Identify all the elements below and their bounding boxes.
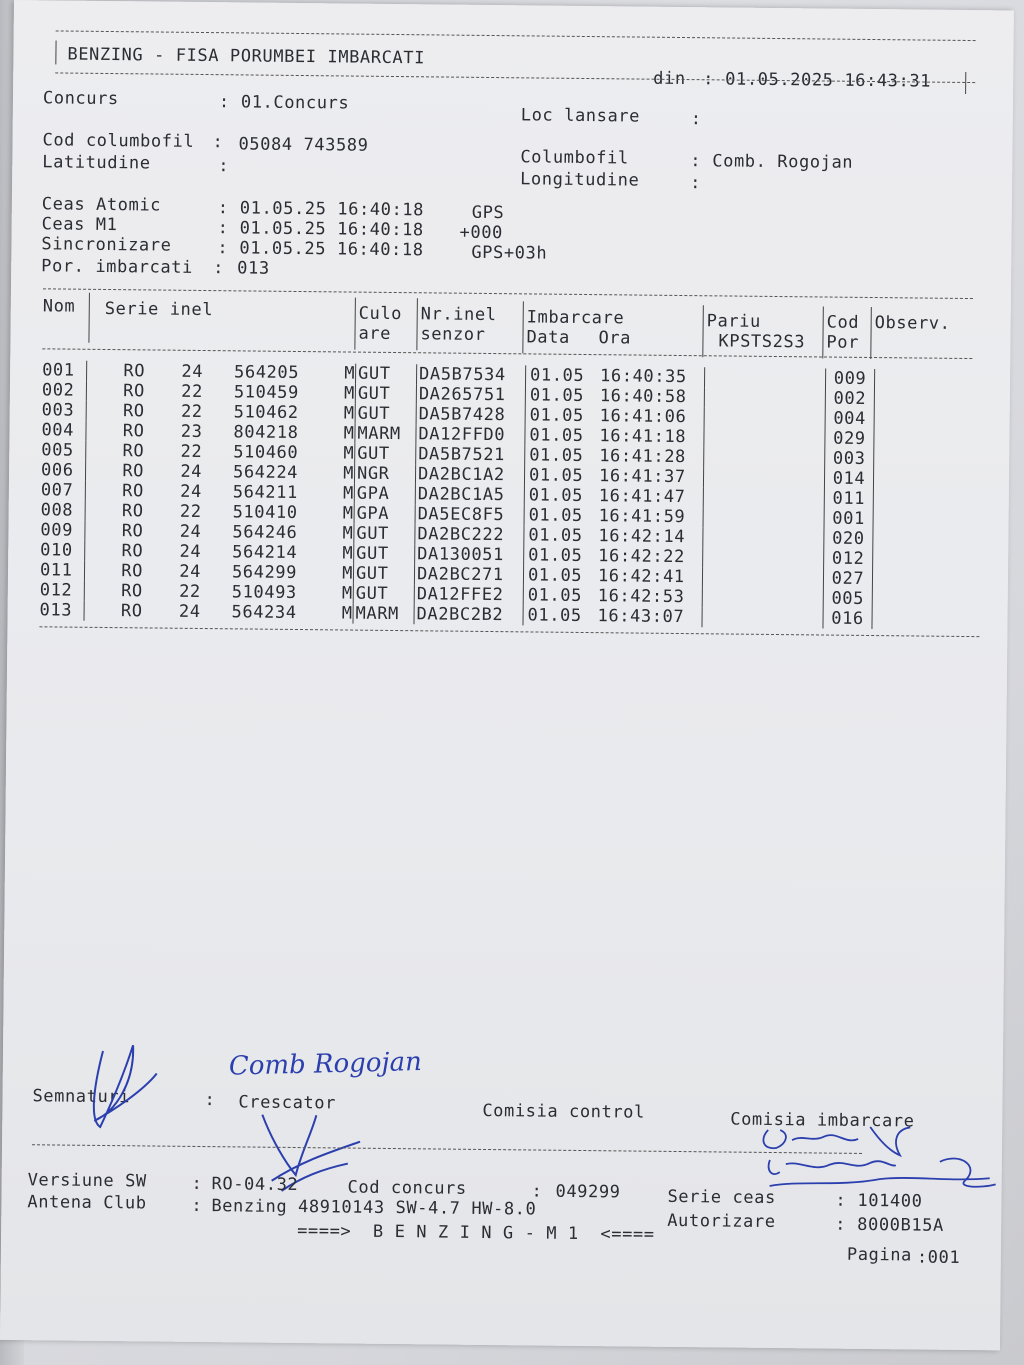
cell-year: 23	[180, 421, 203, 442]
cell-pariu	[703, 507, 824, 528]
cell-color: GPA	[354, 504, 415, 525]
cell-year: 24	[180, 481, 202, 502]
benzing-banner: ====> B E N Z I N G - M 1 <====	[297, 1221, 655, 1245]
concurs-label: Concurs	[42, 88, 119, 110]
por-imbarcati-label: Por. imbarcati	[41, 256, 194, 278]
semnaturi-signature	[72, 1031, 173, 1142]
cell-sensor-ring: DA12FFD0	[416, 424, 525, 445]
cell-pariu	[704, 407, 825, 428]
cell-ring-number: 564214	[232, 542, 298, 563]
autorizare-value: 8000B15A	[857, 1214, 945, 1236]
cell-date: 01.05	[528, 465, 584, 486]
cell-sex: M	[299, 403, 356, 424]
cell-sex: M	[298, 423, 355, 444]
date-separator: :	[703, 69, 715, 90]
columbofil-label: Columbofil	[520, 147, 629, 169]
loc-lansare-label: Loc lansare	[520, 105, 641, 127]
cell-time: 16:41:37	[599, 466, 704, 487]
cell-color: GPA	[354, 484, 415, 505]
cell-country: RO	[123, 361, 146, 382]
cell-cod-por: 020	[824, 529, 873, 550]
sincronizare-value: 01.05.25 16:40:18	[239, 238, 424, 261]
cell-nom: 009	[40, 520, 85, 540]
cell-sex: M	[297, 563, 354, 584]
header-divider	[354, 298, 356, 350]
cell-sensor-ring: DA5B7521	[416, 444, 525, 465]
por-imbarcati-value: 013	[237, 258, 270, 279]
footer-top-rule	[32, 1144, 862, 1154]
cell-country: RO	[121, 581, 143, 602]
cell-pariu	[704, 367, 825, 388]
cell-date: 01.05	[529, 365, 585, 386]
cod-columbofil-value: 05084 743589	[238, 134, 369, 156]
crescator-handwriting: Comb Rogojan	[228, 1046, 423, 1082]
cell-date: 01.05	[529, 385, 585, 406]
ceas-atomic-value: 01.05.25 16:40:18	[239, 198, 425, 221]
concurs-colon: :	[218, 92, 230, 113]
antena-value: Benzing 48910143 SW-4.7 HW-8.0	[211, 1196, 537, 1220]
table-header-top-rule	[43, 288, 973, 299]
cell-ring-number: 804218	[233, 422, 299, 444]
cell-sex: M	[297, 543, 354, 564]
versiune-label: Versiune SW	[27, 1170, 147, 1192]
cell-sex: M	[298, 463, 355, 484]
cell-ring-number: 564299	[231, 562, 298, 583]
col-header-pariu: Pariu	[706, 311, 761, 332]
cell-pariu	[703, 527, 824, 548]
cell-nom: 011	[40, 560, 85, 580]
cell-sensor-ring: DA2BC2B2	[414, 604, 523, 625]
cell-nom: 002	[42, 380, 87, 400]
cod-columbofil-label: Cod columbofil	[42, 130, 195, 152]
embarked-pigeons-table	[40, 360, 876, 629]
cell-cod-por: 029	[825, 429, 874, 450]
cell-nom: 013	[40, 600, 85, 620]
antena-label: Antena Club	[27, 1192, 147, 1214]
date-label: din	[653, 68, 686, 90]
serie-ceas-label: Serie ceas	[667, 1186, 776, 1209]
cell-sex: M	[297, 523, 354, 544]
cell-cod-por: 012	[824, 549, 873, 570]
cell-pariu	[702, 607, 823, 628]
cell-pariu	[704, 387, 825, 408]
cell-date: 01.05	[529, 425, 584, 446]
serie-ceas-colon: :	[835, 1190, 847, 1211]
cell-country: RO	[123, 381, 146, 402]
cell-date: 01.05	[529, 405, 584, 426]
cell-year: 22	[180, 401, 203, 422]
concurs-value: 01.Concurs	[240, 92, 350, 114]
cell-nom: 005	[41, 440, 86, 460]
cell-year: 24	[179, 541, 202, 562]
pagina-label: Pagina	[846, 1244, 913, 1266]
cell-ring-number: 510410	[232, 502, 298, 523]
cell-time: 16:40:58	[600, 386, 705, 407]
cell-ring-number: 564211	[232, 482, 298, 503]
cell-ring-number: 564234	[231, 602, 297, 623]
latitudine-colon: :	[218, 156, 230, 177]
cell-date: 01.05	[528, 485, 584, 506]
ceas-atomic-colon: :	[217, 198, 229, 219]
cell-cod-por: 002	[825, 389, 874, 410]
header-divider	[870, 307, 872, 359]
header-divider	[88, 293, 90, 343]
cell-time: 16:41:06	[600, 406, 705, 427]
cell-time: 16:40:35	[600, 366, 705, 387]
cell-ring-number: 510460	[233, 442, 299, 464]
latitudine-label: Latitudine	[42, 152, 151, 174]
cod-concurs-label: Cod concurs	[347, 1177, 467, 1199]
cell-nom: 003	[42, 400, 87, 420]
cell-sensor-ring: DA12FFE2	[414, 584, 523, 605]
cell-pariu	[703, 467, 824, 488]
cell-cod-por: 003	[825, 449, 874, 470]
cell-nom: 001	[42, 360, 87, 380]
table-body	[40, 360, 875, 629]
semnaturi-colon: :	[204, 1090, 216, 1111]
cell-year: 24	[178, 601, 201, 622]
cell-pariu	[704, 427, 825, 448]
cell-sex: M	[298, 443, 355, 464]
col-header-serie-inel: Serie inel	[104, 298, 214, 321]
cell-sensor-ring: DA5EC8F5	[415, 504, 524, 525]
cell-nom: 010	[40, 540, 85, 560]
print-date: 01.05.2025 16:43:31	[725, 69, 932, 92]
cell-time: 16:42:14	[598, 526, 703, 547]
cell-sensor-ring: DA5B7428	[416, 404, 525, 425]
document-title: BENZING - FISA PORUMBEI IMBARCATI	[67, 44, 426, 69]
cell-color: GUT	[353, 584, 414, 605]
cell-country: RO	[122, 421, 145, 442]
pagina-value: :001	[916, 1247, 961, 1268]
ceas-m1-colon: :	[217, 218, 229, 239]
header-left-border	[55, 40, 56, 64]
comisia-imbarcare-signatures	[749, 1120, 1000, 1203]
cell-sensor-ring: DA5B7534	[416, 364, 525, 385]
cell-sensor-ring: DA2BC1A2	[415, 464, 524, 485]
cell-year: 24	[180, 461, 203, 482]
comisia-control-label: Comisia control	[482, 1100, 646, 1123]
header-top-rule	[56, 30, 976, 41]
ceas-m1-value: 01.05.25 16:40:18	[239, 218, 424, 241]
comisia-imbarcare-label: Comisia imbarcare	[730, 1109, 915, 1132]
ceas-atomic-label: Ceas Atomic	[41, 194, 162, 216]
cell-ring-number: 510462	[233, 402, 299, 424]
header-divider	[522, 301, 524, 353]
cell-sex: M	[296, 603, 353, 624]
cell-date: 01.05	[527, 605, 582, 626]
cell-country: RO	[121, 541, 144, 562]
cell-year: 24	[179, 521, 202, 542]
cell-time: 16:41:28	[599, 446, 704, 467]
cell-cod-por: 016	[823, 609, 872, 630]
cell-date: 01.05	[528, 545, 583, 566]
cell-ring-number: 564246	[232, 522, 298, 543]
col-header-pariu-sub: KPSTS2S3	[718, 331, 806, 353]
cell-nom: 012	[40, 580, 85, 600]
por-imbarcati-colon: :	[213, 258, 225, 279]
cell-cod-por: 009	[825, 369, 874, 390]
longitudine-label: Longitudine	[520, 169, 640, 191]
cell-country: RO	[120, 601, 143, 622]
cell-color: MARM	[353, 604, 414, 625]
cell-country: RO	[121, 521, 144, 542]
sincronizare-colon: :	[217, 238, 229, 259]
cell-pariu	[703, 547, 824, 568]
cell-year: 22	[180, 441, 203, 462]
serie-ceas-value: 101400	[857, 1190, 923, 1212]
cell-color: GUT	[353, 564, 414, 585]
cell-color: NGR	[354, 464, 415, 485]
cell-date: 01.05	[528, 525, 583, 546]
cell-pariu	[702, 567, 823, 588]
col-header-data: Data	[526, 327, 570, 348]
col-header-ora: Ora	[598, 328, 632, 349]
cell-time: 16:41:59	[599, 506, 704, 527]
cell-color: GUT	[354, 524, 415, 545]
cell-nom: 006	[41, 460, 86, 480]
versiune-colon: :	[191, 1173, 203, 1195]
crescator-label: Crescator	[238, 1092, 337, 1114]
cell-color: GUT	[355, 444, 416, 465]
cell-country: RO	[121, 501, 144, 522]
cell-time: 16:41:18	[599, 426, 704, 447]
ceas-m1-label: Ceas M1	[41, 214, 118, 236]
cell-sensor-ring: DA130051	[415, 544, 524, 565]
cod-concurs-colon: :	[531, 1181, 543, 1202]
cell-ring-number: 564224	[232, 462, 299, 484]
cell-year: 22	[179, 581, 201, 602]
col-header-observ: Observ.	[874, 313, 951, 334]
cell-country: RO	[121, 561, 144, 582]
loc-lansare-colon: :	[690, 109, 702, 130]
cell-date: 01.05	[527, 565, 583, 586]
cell-cod-por: 001	[824, 509, 873, 530]
cod-concurs-value: 049299	[555, 1181, 621, 1203]
cell-color: GUT	[355, 404, 416, 425]
autorizare-label: Autorizare	[667, 1210, 776, 1233]
cell-sex: M	[299, 383, 356, 404]
cell-sex: M	[298, 483, 355, 504]
cell-cod-por: 014	[824, 469, 873, 490]
header-divider	[416, 298, 418, 350]
cell-date: 01.05	[528, 505, 583, 526]
cell-country: RO	[122, 481, 144, 502]
cell-nom: 004	[41, 420, 86, 440]
cell-date: 01.05	[527, 585, 583, 606]
ceas-atomic-suffix: GPS	[471, 202, 505, 224]
cell-ring-number: 510459	[233, 382, 300, 404]
sincronizare-suffix: GPS+03h	[471, 242, 548, 264]
cell-time: 16:43:07	[597, 606, 702, 627]
cell-year: 22	[179, 501, 202, 522]
cell-cod-por: 004	[825, 409, 874, 430]
cell-ring-number: 510493	[231, 582, 297, 603]
cell-cod-por: 005	[823, 589, 872, 610]
cell-sensor-ring: DA2BC271	[414, 564, 523, 585]
cell-color: GUT	[355, 384, 416, 405]
cell-pariu	[704, 447, 825, 468]
cell-time: 16:42:53	[598, 586, 703, 607]
cell-cod-por: 027	[823, 569, 872, 590]
header-divider	[702, 305, 704, 357]
cell-cod-por: 011	[824, 489, 873, 510]
cell-color: MARM	[355, 424, 416, 445]
cell-sex: M	[298, 503, 355, 524]
cell-sensor-ring: DA2BC222	[415, 524, 524, 545]
cell-sensor-ring: DA265751	[416, 384, 525, 405]
cell-pariu	[702, 587, 823, 608]
cell-country: RO	[122, 401, 145, 422]
columbofil-colon: :	[690, 151, 702, 172]
header-divider	[822, 306, 824, 358]
cell-sensor-ring: DA2BC1A5	[415, 484, 524, 505]
antena-colon: :	[191, 1195, 203, 1217]
versiune-value: RO-04.32	[211, 1174, 299, 1196]
cell-ring-number: 564205	[233, 362, 300, 384]
cell-country: RO	[122, 461, 145, 482]
cell-sex: M	[299, 363, 356, 384]
cell-sex: M	[297, 583, 354, 604]
col-header-senzor: senzor	[420, 324, 486, 345]
col-header-cod: Cod	[826, 312, 860, 333]
autorizare-colon: :	[835, 1214, 847, 1235]
sincronizare-label: Sincronizare	[41, 234, 172, 256]
col-header-imbarcare: Imbarcare	[526, 307, 625, 329]
cell-pariu	[703, 487, 824, 508]
columbofil-value: Comb. Rogojan	[712, 151, 854, 173]
cell-time: 16:41:47	[599, 486, 704, 507]
semnaturi-label: Semnaturi	[32, 1086, 131, 1108]
col-header-por: Por	[826, 332, 860, 353]
cell-year: 24	[179, 561, 202, 582]
cell-nom: 007	[41, 480, 86, 500]
col-header-nom: Nom	[42, 296, 76, 317]
cell-year: 22	[181, 381, 204, 402]
cell-color: GUT	[356, 364, 417, 385]
cell-nom: 008	[41, 500, 86, 520]
cell-time: 16:42:22	[598, 546, 703, 567]
cod-columbofil-colon: :	[212, 132, 224, 153]
cell-year: 24	[181, 361, 204, 383]
cell-color: GUT	[354, 544, 415, 565]
cell-country: RO	[122, 441, 145, 462]
longitudine-colon: :	[690, 173, 702, 194]
ceas-m1-suffix: +000	[459, 222, 504, 244]
col-header-culoare: Culo	[358, 303, 403, 325]
cell-time: 16:42:41	[598, 566, 703, 587]
col-header-culoare-2: are	[358, 323, 392, 344]
cell-date: 01.05	[529, 445, 584, 466]
col-header-nr-inel: Nr.inel	[420, 304, 497, 326]
